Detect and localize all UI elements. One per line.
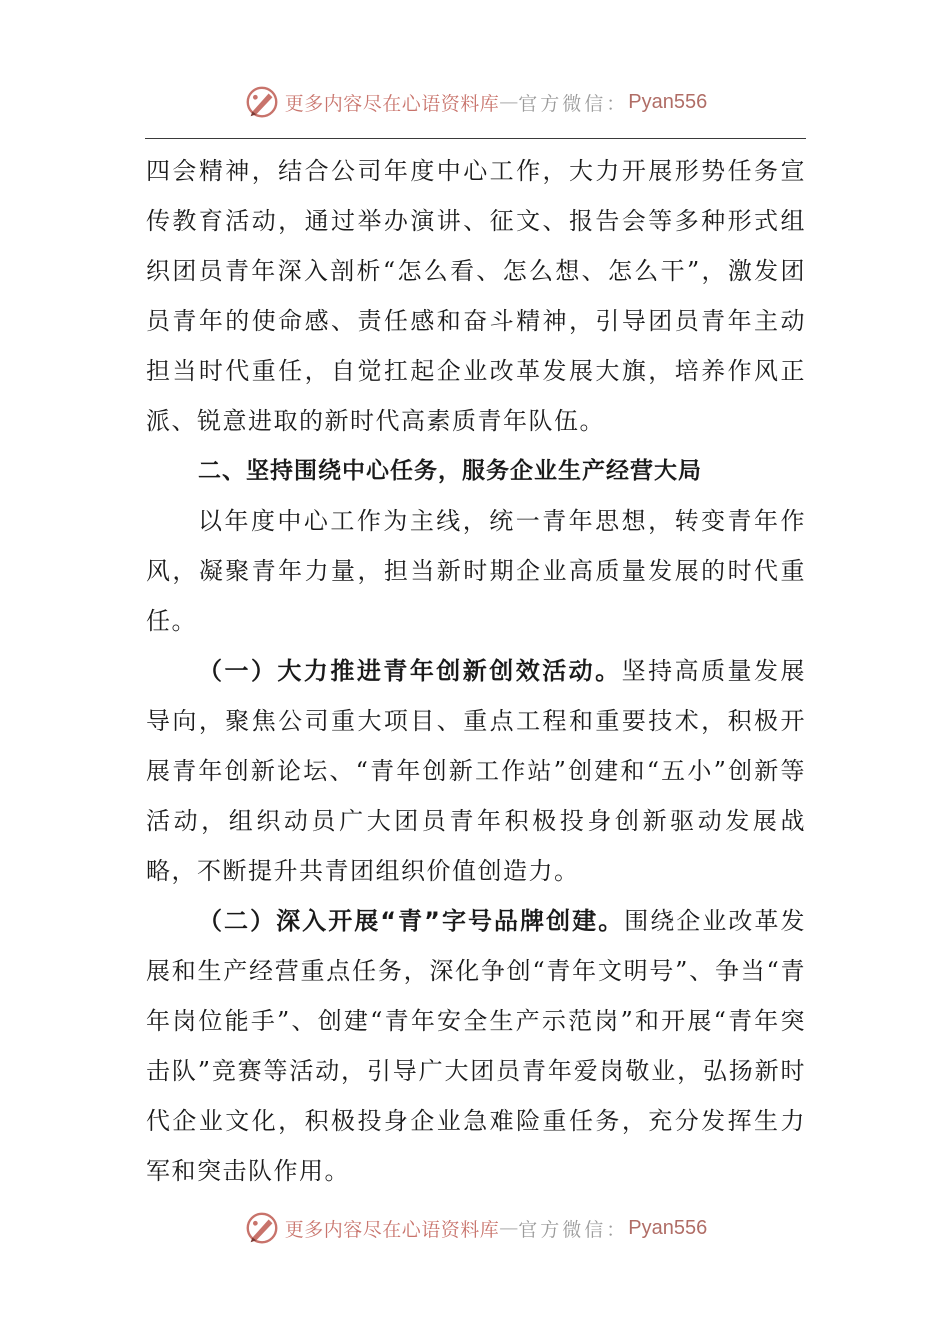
footer-main-text: 更多内容尽在心语资料库 (284, 1218, 500, 1241)
footer-banner (0, 1206, 950, 1250)
footer-wechat-label: 官方微信： (518, 1218, 629, 1241)
section-heading: 二、坚持围绕中心任务，服务企业生产经营大局 (198, 458, 702, 484)
document-body (146, 146, 806, 1196)
footer-separator: — (499, 1217, 519, 1239)
header-banner (0, 80, 950, 124)
item-text-2: 围绕企业改革发展和生产经营重点任务，深化争创“青年文明号”、争当“青年岗位能手”、创建“青年安全生产示范岗”和开展“青年突击队”竞赛等活动，引导广大团员青年爱岗敬业，弘扬新时代企业文化，积极投身企业急难险重任务，充分发挥生力军和突击队作用。 (146, 907, 806, 1185)
section-intro-paragraph: 以年度中心工作为主线，统一青年思想，转变青年作风，凝聚青年力量，担当新时期企业高质量发展的时代重任。 (146, 507, 806, 635)
item-title-2: （二）深入开展“青”字号品牌创建。 (198, 907, 625, 935)
header-rule (145, 138, 806, 139)
banner-separator: — (499, 91, 519, 113)
paragraph-continuation: 四会精神，结合公司年度中心工作，大力开展形势任务宣传教育活动，通过举办演讲、征文、报告会等多种形式组织团员青年深入剖析“怎么看、怎么想、怎么干”，激发团员青年的使命感、责任感和奋斗精神，引导团员青年主动担当时代重任，自觉扛起企业改革发展大旗，培养作风正派、锐意进取的新时代高素质青年队伍。 (146, 157, 806, 435)
item-title-1: （一）大力推进青年创新创效活动。 (198, 657, 622, 685)
banner-main-text: 更多内容尽在心语资料库 (284, 92, 500, 115)
item-text-1: 坚持高质量发展导向，聚焦公司重大项目、重点工程和重要技术，积极开展青年创新论坛、“青年创新工作站”创建和“五小”创新等活动，组织动员广大团员青年积极投身创新驱动发展战略，不断提升共青团组织价值创造力。 (146, 657, 807, 885)
footer-wechat-id: Pyan556 (628, 1216, 708, 1239)
banner-wechat-label: 官方微信： (518, 92, 629, 115)
item-paragraph-2 (146, 896, 806, 1196)
banner-wechat-id: Pyan556 (628, 90, 708, 113)
item-paragraph-1 (146, 646, 806, 896)
pen-logo-icon (243, 1209, 281, 1247)
pen-logo-icon (243, 83, 281, 121)
